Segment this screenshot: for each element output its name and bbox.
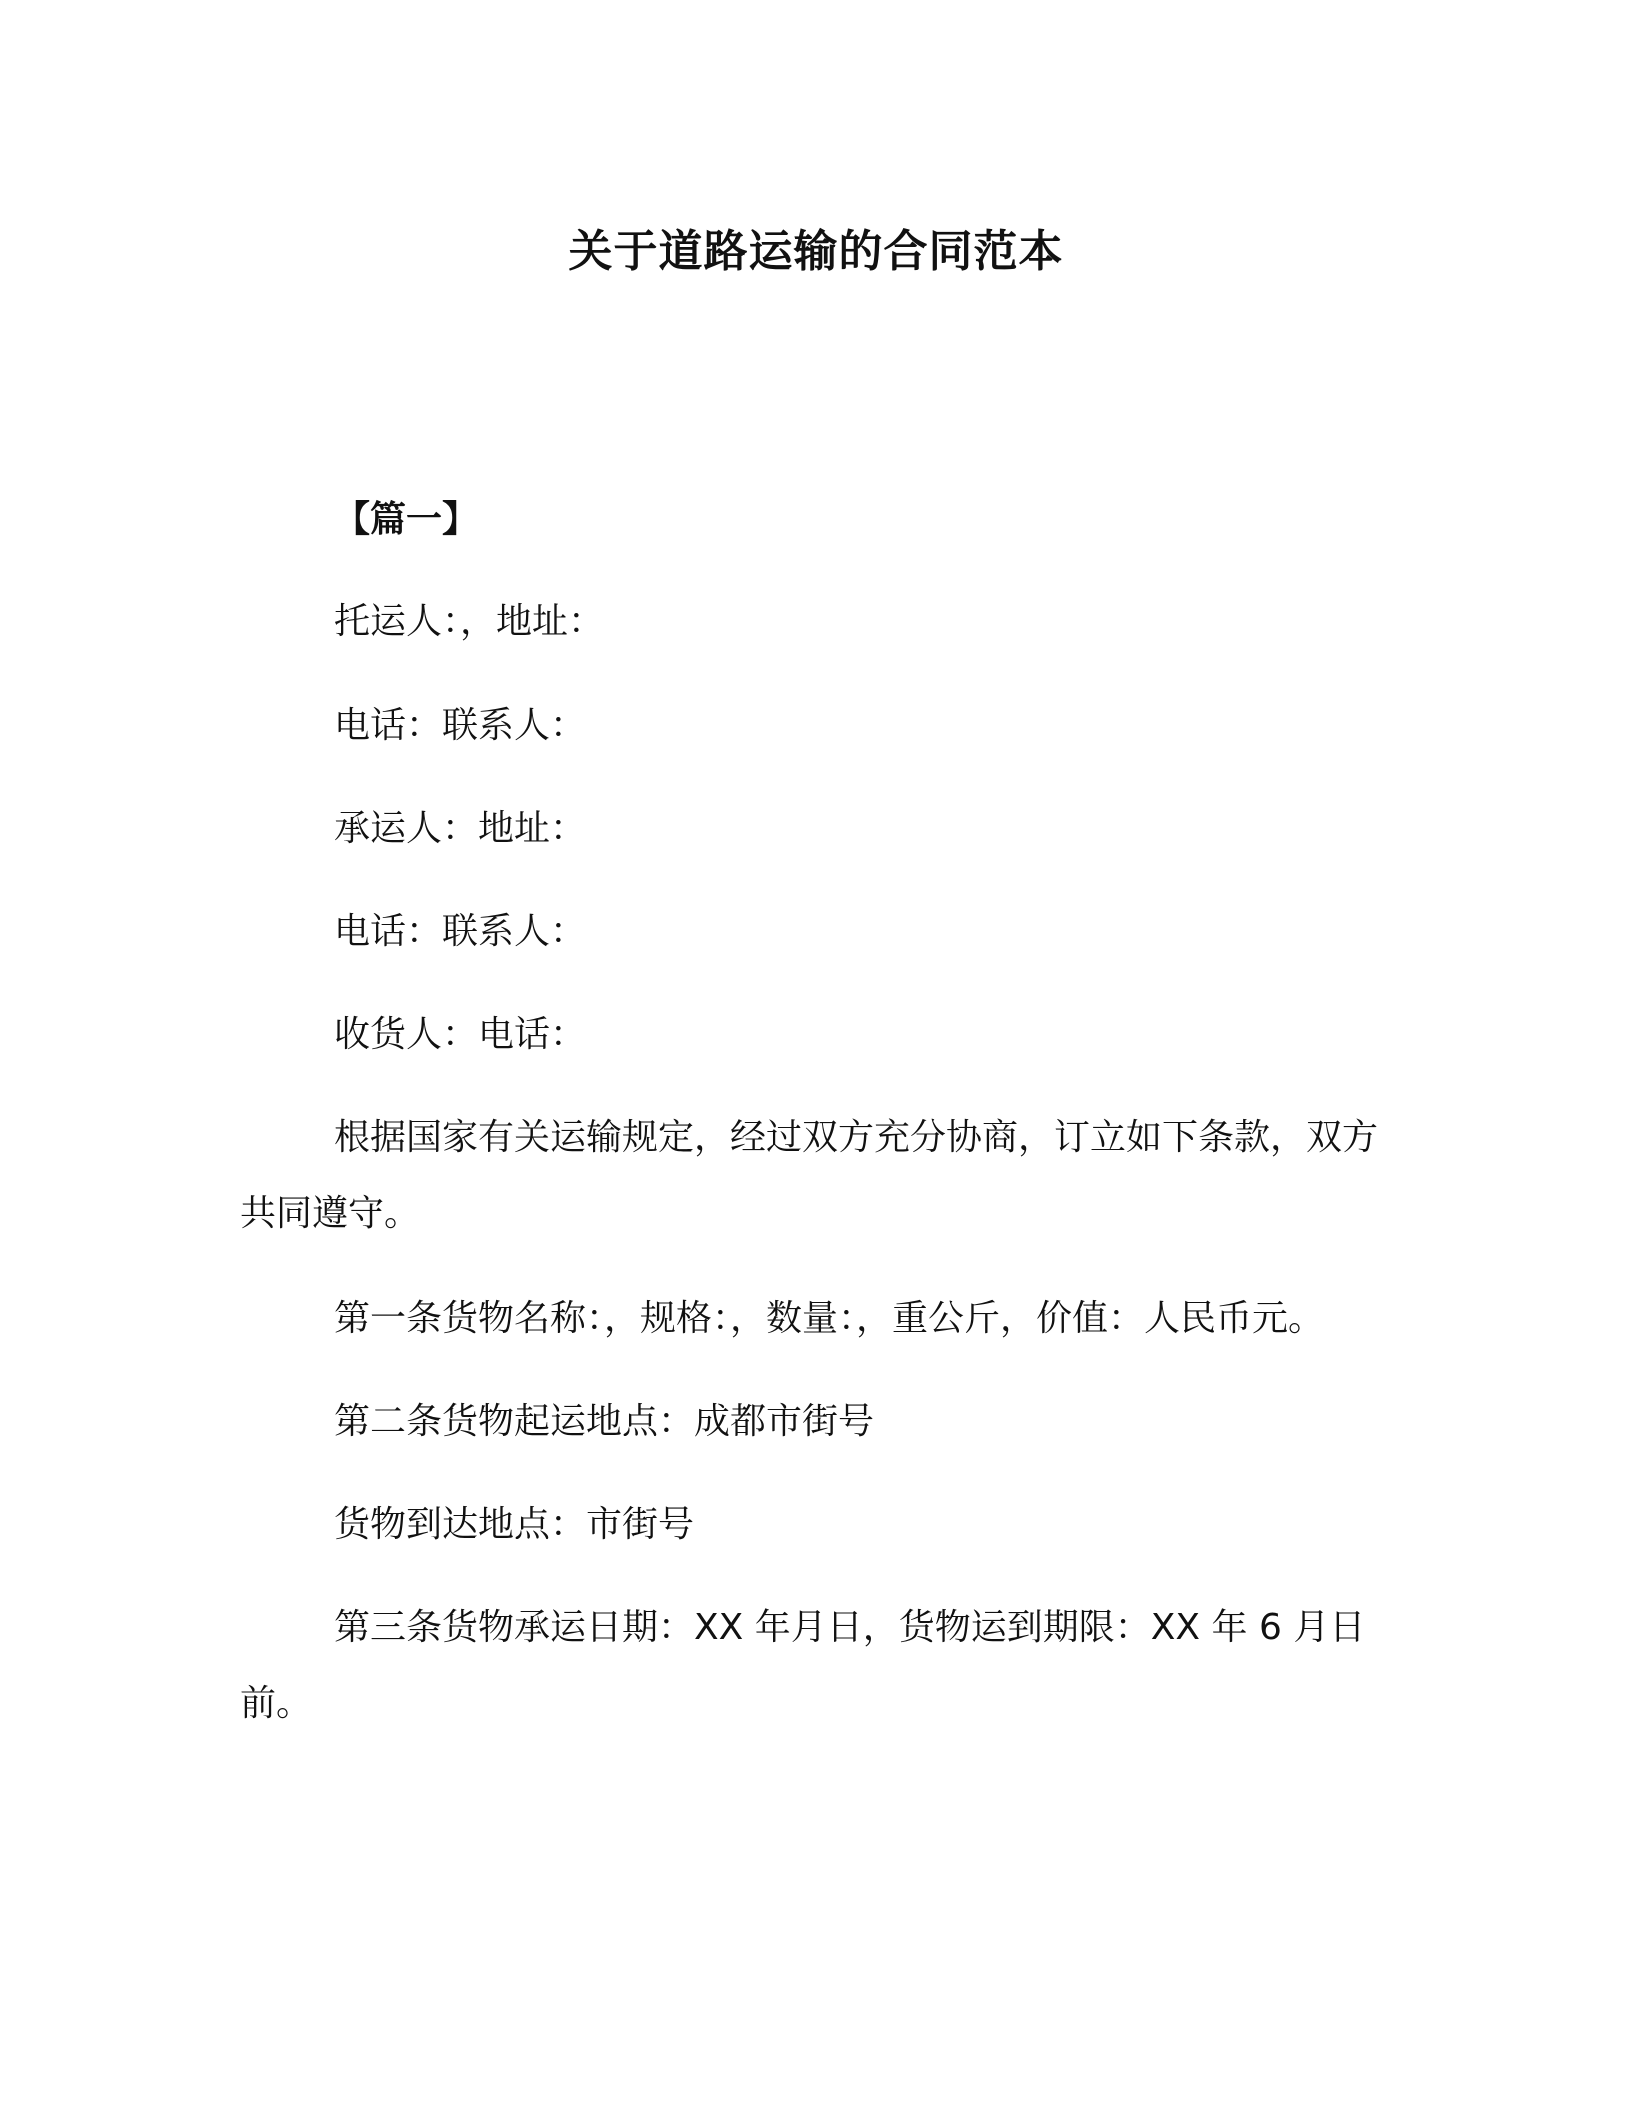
agreement-paragraph: 根据国家有关运输规定，经过双方充分协商，订立如下条款，双方共同遵守。	[240, 1117, 1379, 1234]
shipper-phone-line: 电话：联系人：	[334, 705, 587, 746]
article-2: 第二条货物起运地点：成都市街号	[334, 1401, 875, 1442]
shipper-line: 托运人：，地址：	[334, 601, 605, 642]
section-heading: 【篇一】	[334, 499, 479, 540]
consignee-line: 收货人：电话：	[334, 1014, 587, 1055]
document-title: 关于道路运输的合同范本	[568, 226, 1064, 277]
carrier-line: 承运人：地址：	[334, 808, 587, 849]
article-1: 第一条货物名称：，规格：，数量：，重公斤，价值：人民币元。	[334, 1298, 1325, 1339]
arrival-place-line: 货物到达地点：市街号	[334, 1504, 695, 1545]
article-3: 第三条货物承运日期：XX 年月日，货物运到期限：XX 年 6 月日前。	[240, 1607, 1366, 1724]
carrier-phone-line: 电话：联系人：	[334, 911, 587, 952]
